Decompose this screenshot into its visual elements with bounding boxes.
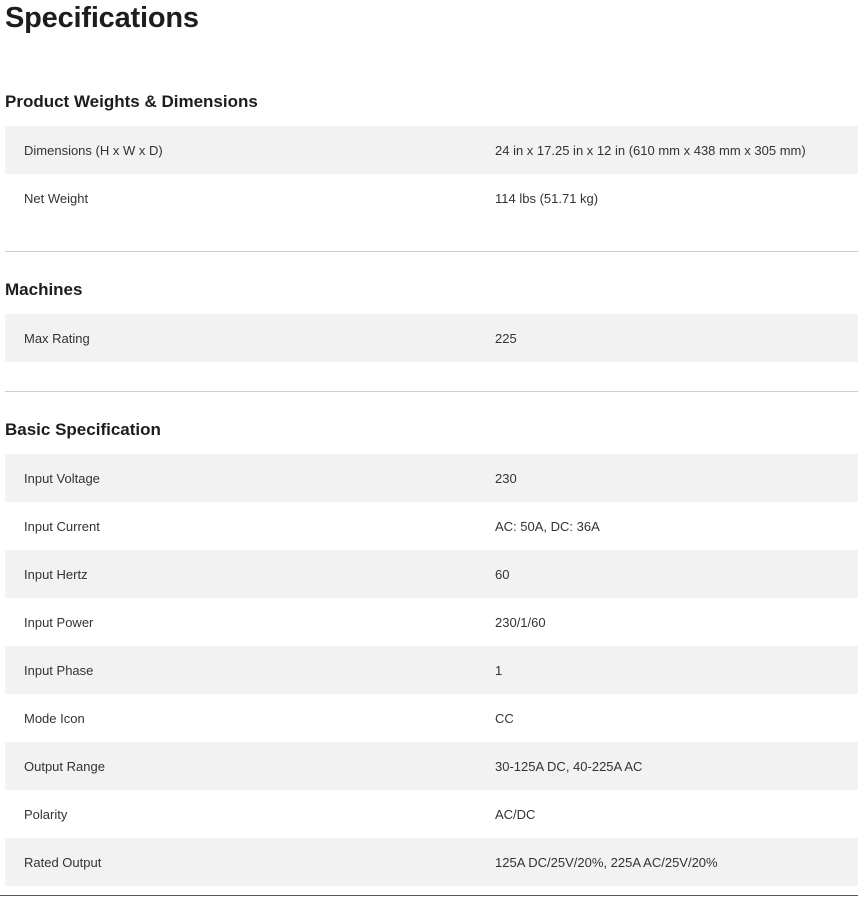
spec-label: Input Current	[24, 518, 100, 534]
spec-label: Input Voltage	[24, 470, 100, 486]
section-divider	[5, 251, 858, 252]
spec-table-machines	[5, 314, 858, 362]
table-row	[5, 174, 858, 222]
spec-label: Mode Icon	[24, 710, 85, 726]
spec-value: 60	[495, 566, 510, 582]
spec-table-basic-specification	[5, 454, 858, 886]
spec-label: Max Rating	[24, 330, 90, 346]
table-row	[5, 550, 858, 598]
spec-label: Input Phase	[24, 662, 94, 678]
spec-value: 230	[495, 470, 517, 486]
section-title-weights-dimensions: Product Weights & Dimensions	[5, 92, 258, 111]
table-row	[5, 838, 858, 886]
page-title: Specifications	[5, 2, 199, 34]
spec-value: 230/1/60	[495, 614, 546, 630]
spec-value: AC/DC	[495, 806, 536, 822]
table-row	[5, 598, 858, 646]
section-divider	[5, 391, 858, 392]
spec-value: 1	[495, 662, 503, 678]
section-title-machines: Machines	[5, 280, 83, 299]
table-row	[5, 502, 858, 550]
spec-label: Output Range	[24, 758, 105, 774]
spec-label: Polarity	[24, 806, 68, 822]
spec-label: Input Power	[24, 614, 94, 630]
table-row	[5, 646, 858, 694]
spec-value: 125A DC/25V/20%, 225A AC/25V/20%	[495, 854, 718, 870]
spec-label: Input Hertz	[24, 566, 88, 582]
spec-value: AC: 50A, DC: 36A	[495, 518, 600, 534]
table-row	[5, 790, 858, 838]
spec-value: 30-125A DC, 40-225A AC	[495, 758, 643, 774]
table-row	[5, 742, 858, 790]
bottom-divider	[0, 895, 858, 896]
spec-table-weights-dimensions	[5, 126, 858, 222]
spec-label: Rated Output	[24, 854, 102, 870]
section-title-basic-specification: Basic Specification	[5, 420, 161, 439]
table-row	[5, 454, 858, 502]
spec-label: Dimensions (H x W x D)	[24, 142, 163, 158]
spec-value: 24 in x 17.25 in x 12 in (610 mm x 438 mm x 305 mm)	[495, 142, 806, 158]
table-row	[5, 694, 858, 742]
spec-label: Net Weight	[24, 190, 89, 206]
spec-value: CC	[495, 710, 514, 726]
spec-value: 225	[495, 330, 517, 346]
table-row	[5, 126, 858, 174]
table-row	[5, 314, 858, 362]
spec-value: 114 lbs (51.71 kg)	[495, 190, 599, 206]
